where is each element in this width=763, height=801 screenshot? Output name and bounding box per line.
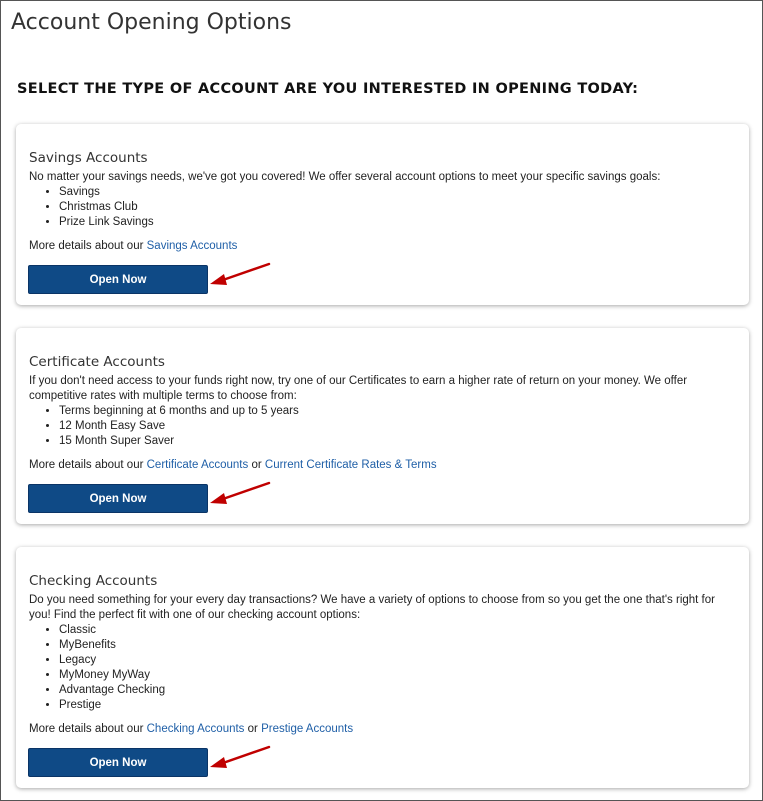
section-prompt: SELECT THE TYPE OF ACCOUNT ARE YOU INTERESTED IN OPENING TODAY: [17, 81, 639, 97]
certificate-list [29, 404, 739, 449]
checking-card [16, 547, 749, 788]
prestige-accounts-link[interactable]: Prestige Accounts [261, 723, 354, 735]
red-arrow-icon [206, 742, 276, 772]
certificate-accounts-link[interactable]: Certificate Accounts [146, 459, 249, 471]
list-item: • Christmas Club [59, 200, 739, 215]
or-text: or [244, 723, 262, 735]
more-prefix: More details about our [29, 459, 147, 471]
list-item: • MyBenefits [59, 638, 739, 653]
checking-description: Do you need something for your every day transactions? We have a variety of options to choose from so you get the one that's right for you! Find the perfect fit with one of our checking account options: [29, 594, 715, 621]
more-prefix: More details about our [29, 240, 147, 252]
list-item: • Classic [59, 623, 739, 638]
more-prefix: More details about our [29, 723, 147, 735]
savings-list [29, 185, 739, 230]
savings-card [16, 124, 749, 305]
checking-more-details [29, 722, 739, 737]
certificate-rates-link[interactable]: Current Certificate Rates & Terms [264, 459, 437, 471]
savings-heading: Savings Accounts [29, 150, 148, 166]
list-item: • Advantage Checking [59, 683, 739, 698]
savings-accounts-link[interactable]: Savings Accounts [146, 240, 238, 252]
list-item: • Prize Link Savings [59, 215, 739, 230]
certificate-open-now-button[interactable]: Open Now [28, 484, 208, 513]
list-item: • MyMoney MyWay [59, 668, 739, 683]
or-text: or [248, 459, 265, 471]
page-title: Account Opening Options [11, 10, 292, 35]
checking-open-now-button[interactable]: Open Now [28, 748, 208, 777]
list-item: • 15 Month Super Saver [59, 434, 739, 449]
savings-open-now-button[interactable]: Open Now [28, 265, 208, 294]
list-item: • Savings [59, 185, 739, 200]
checking-heading: Checking Accounts [29, 573, 158, 589]
red-arrow-icon [206, 259, 276, 289]
certificate-description: If you don't need access to your funds right now, try one of our Certificates to earn a higher rate of return on your money. We offer competitive rates with multiple terms to choose from: [29, 375, 688, 402]
certificate-more-details [29, 458, 739, 473]
savings-description: No matter your savings needs, we've got you covered! We offer several account options to meet your specific savings goals: [29, 171, 661, 183]
certificate-heading: Certificate Accounts [29, 354, 165, 370]
certificate-card [16, 328, 749, 524]
list-item: • Terms beginning at 6 months and up to 5 years [59, 404, 739, 419]
checking-accounts-link[interactable]: Checking Accounts [146, 723, 245, 735]
red-arrow-icon [206, 478, 276, 508]
list-item: • Legacy [59, 653, 739, 668]
savings-more-details [29, 239, 739, 254]
checking-list [29, 623, 739, 713]
list-item: • 12 Month Easy Save [59, 419, 739, 434]
list-item: • Prestige [59, 698, 739, 713]
